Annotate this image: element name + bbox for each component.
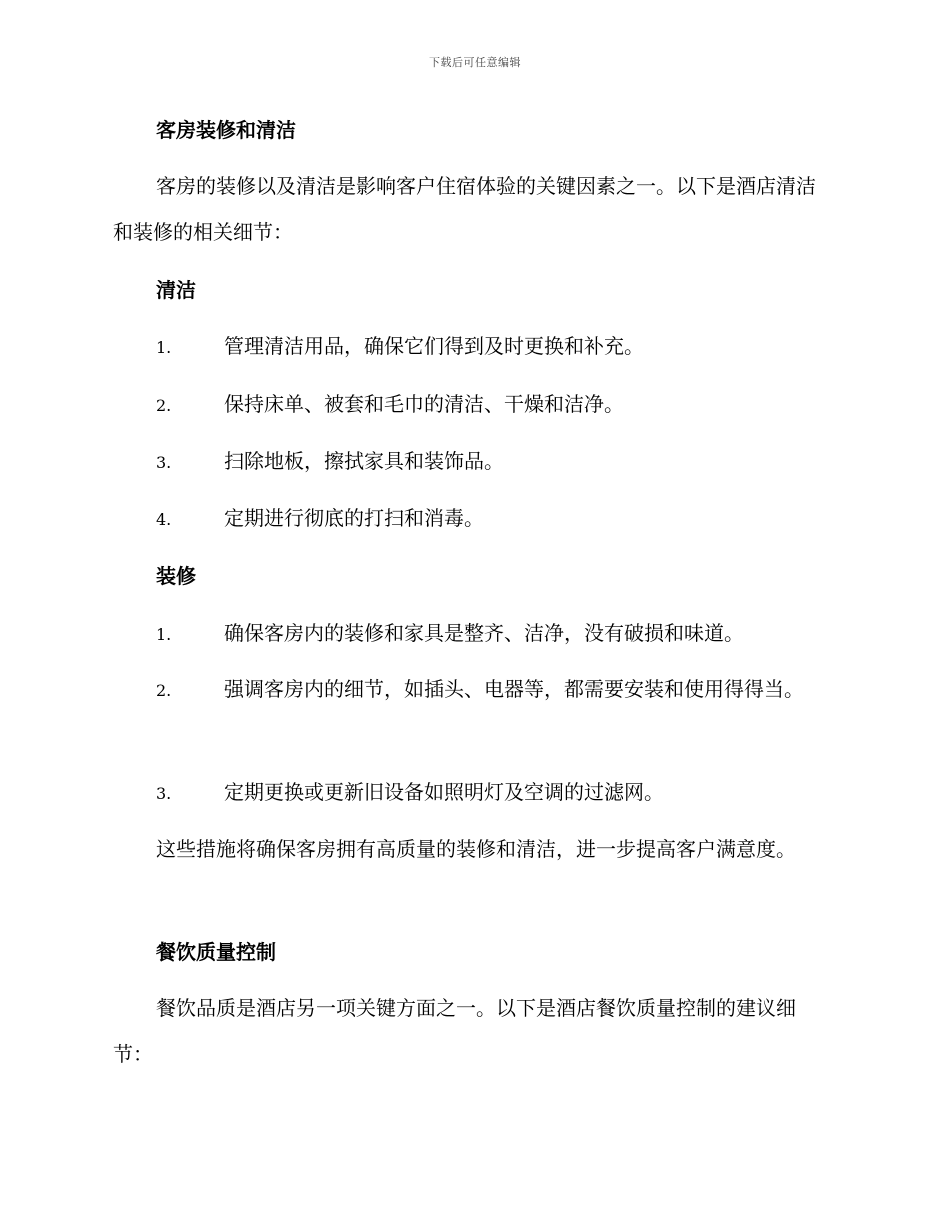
list-number: 3. bbox=[156, 453, 172, 472]
list-text: 定期更换或更新旧设备如照明灯及空调的过滤网。 bbox=[224, 780, 664, 804]
list-item bbox=[156, 449, 832, 475]
rooms-conclusion-paragraph: 这些措施将确保客房拥有高质量的装修和清洁，进一步提高客户满意度。 bbox=[156, 837, 796, 861]
list-item bbox=[113, 666, 833, 714]
section-heading-food: 餐饮质量控制 bbox=[156, 940, 276, 964]
list-number: 1. bbox=[156, 625, 172, 644]
list-text: 扫除地板，擦拭家具和装饰品。 bbox=[224, 449, 504, 473]
list-item bbox=[156, 334, 832, 360]
subheading-cleaning: 清洁 bbox=[156, 278, 196, 302]
list-text: 定期进行彻底的打扫和消毒。 bbox=[224, 506, 484, 530]
list-text: 确保客房内的装修和家具是整齐、洁净，没有破损和味道。 bbox=[224, 621, 744, 645]
section-heading-rooms: 客房装修和清洁 bbox=[156, 118, 296, 142]
list-item bbox=[156, 621, 832, 647]
subheading-decoration: 装修 bbox=[156, 564, 196, 588]
list-number: 2. bbox=[156, 681, 172, 700]
list-item bbox=[156, 392, 832, 418]
list-text: 管理清洁用品，确保它们得到及时更换和补充。 bbox=[224, 334, 644, 358]
list-number: 3. bbox=[156, 784, 172, 803]
page-header: 下载后可任意编辑 bbox=[429, 56, 521, 69]
list-item bbox=[156, 506, 832, 532]
list-text: 保持床单、被套和毛巾的清洁、干燥和洁净。 bbox=[224, 392, 624, 416]
list-number: 1. bbox=[156, 338, 172, 357]
list-text: 强调客房内的细节，如插头、电器等，都需要安装和使用得得当。 bbox=[224, 677, 804, 701]
rooms-intro-paragraph: 客房的装修以及清洁是影响客户住宿体验的关键因素之一。以下是酒店清洁和装修的相关细节： bbox=[113, 174, 816, 244]
list-item bbox=[156, 780, 832, 806]
list-number: 4. bbox=[156, 510, 172, 529]
list-number: 2. bbox=[156, 396, 172, 415]
food-intro-paragraph: 餐饮品质是酒店另一项关键方面之一。以下是酒店餐饮质量控制的建议细节： bbox=[113, 996, 796, 1066]
